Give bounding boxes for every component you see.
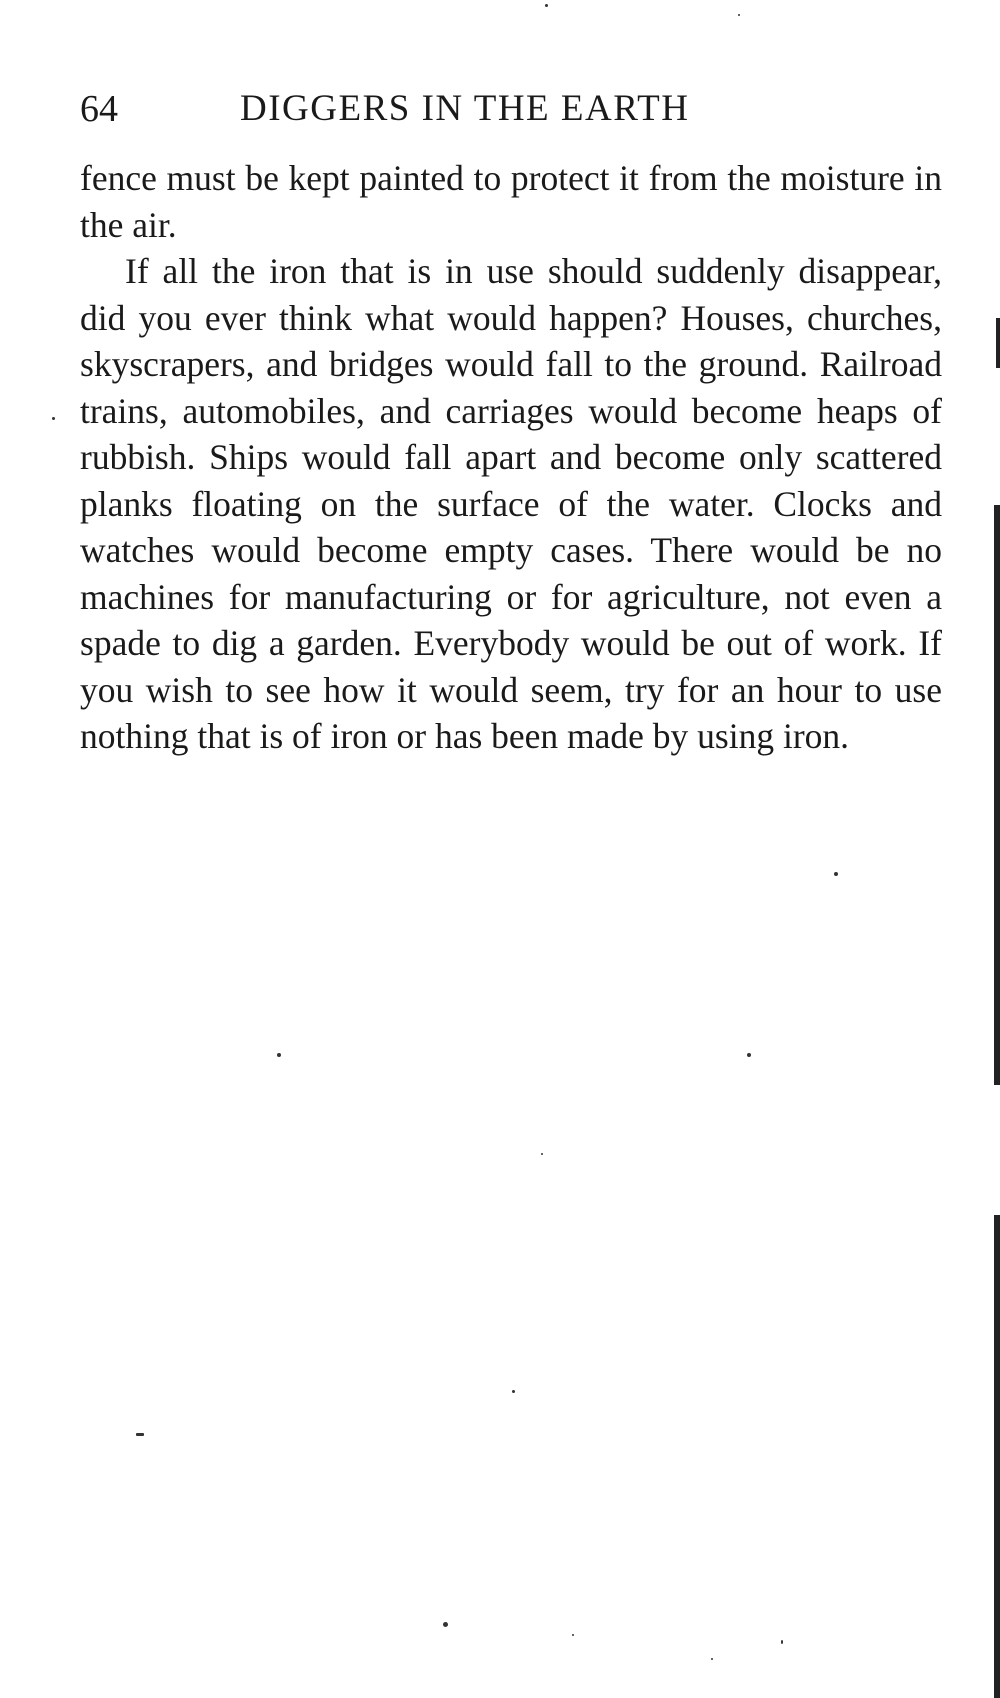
page-number: 64 [80,88,118,130]
scan-speck [545,4,548,7]
paragraph-continued: fence must be kept painted to protect it from the moisture in the air. [80,158,942,245]
scan-speck [443,1622,448,1627]
binding-edge-mark [994,505,1000,1085]
scan-speck [781,1640,783,1644]
scan-speck [277,1053,281,1057]
scan-speck [52,417,55,420]
scan-speck [747,1053,751,1057]
body-text [80,155,942,760]
scan-speck [834,872,838,876]
scan-speck [711,1658,713,1660]
running-head [80,84,940,134]
scan-speck [136,1433,144,1436]
paragraph-iron: If all the iron that is in use should suddenly disappear, did you ever think what would happen? Houses, churches, skyscrapers, and bridges would fall to the ground. Railroad trains, automobiles, and carriages would become heaps of rubbish. Ships would fall apart and become only scattered planks floating on the surface of the water. Clocks and watches would become empty cases. There would be no machines for manufacturing or for agriculture, not even a spade to dig a garden. Everybody would be out of work. If you wish to see how it would seem, try for an hour to use nothing that is of iron or has been made by using iron. [80,251,942,756]
scan-speck [572,1634,574,1636]
running-title: DIGGERS IN THE EARTH [240,88,690,129]
binding-edge-mark [994,1215,1000,1698]
binding-edge-mark [996,318,1000,368]
scan-speck [541,1153,543,1155]
scan-speck [512,1390,515,1393]
scan-speck [738,14,740,16]
